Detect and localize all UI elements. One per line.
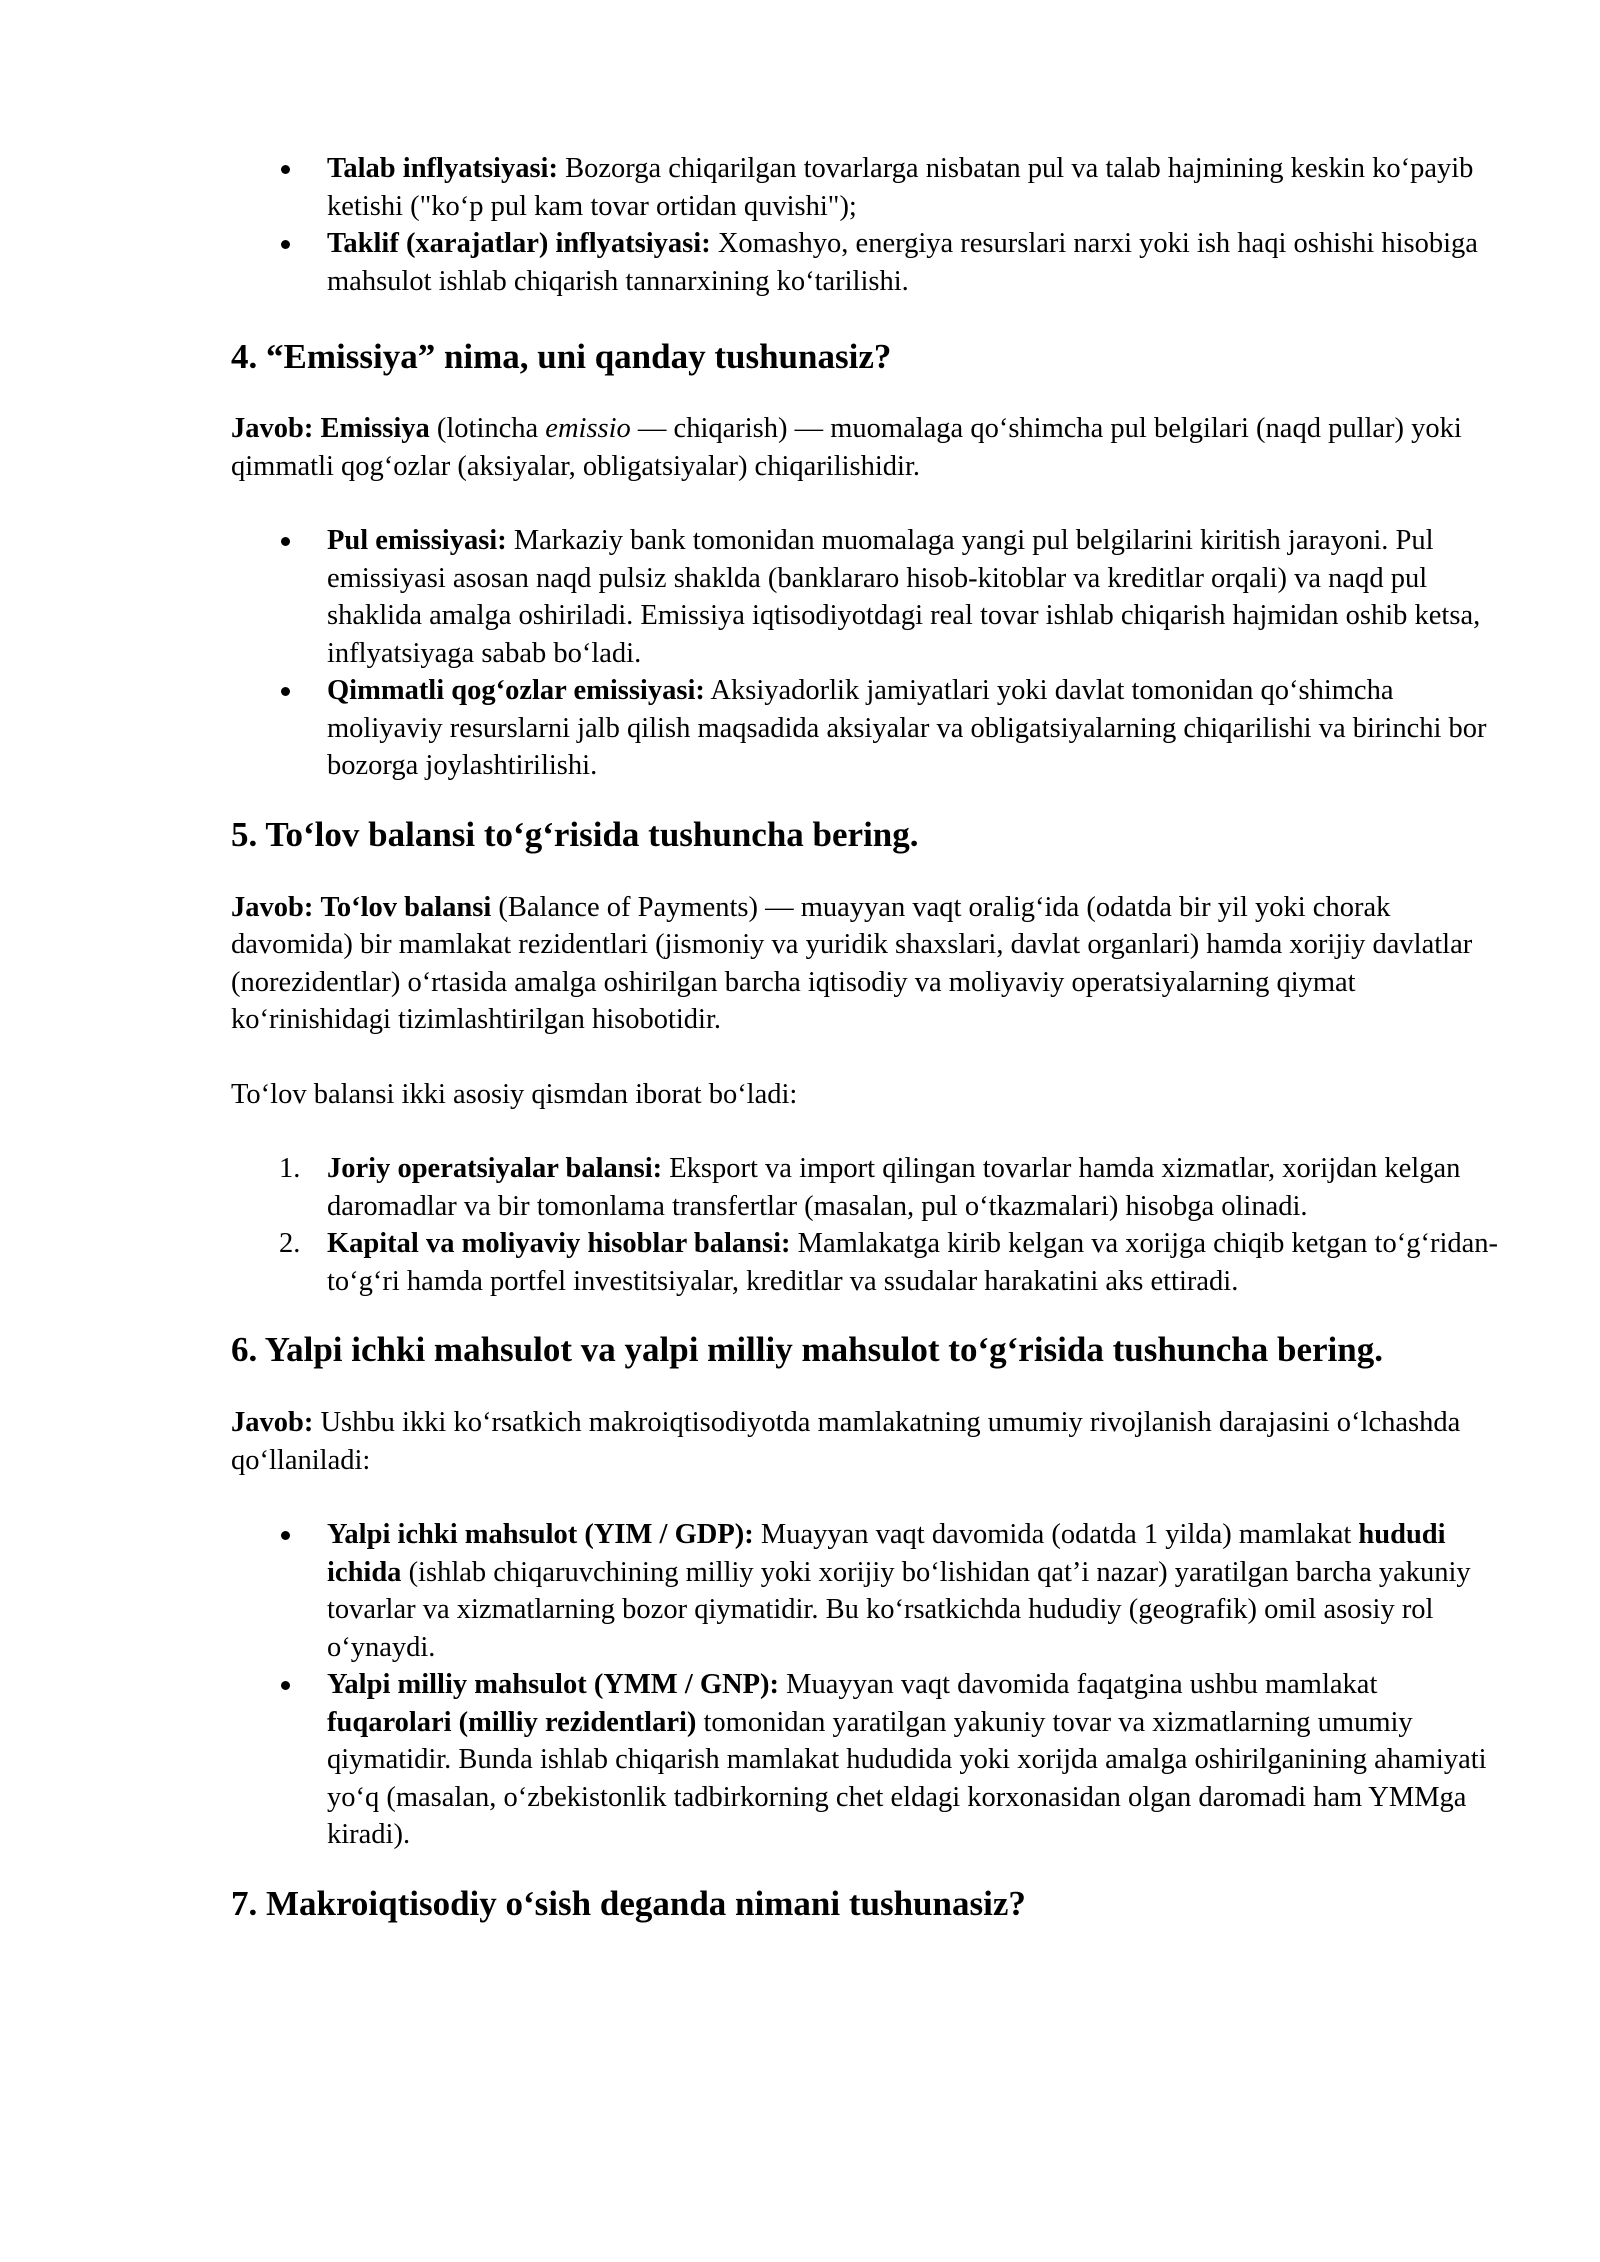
list-item (231, 225, 1501, 300)
balance-intro: To‘lov balansi ikki asosiy qismdan iborat bo‘ladi: (231, 1078, 798, 1110)
list-number: 1. (279, 1153, 301, 1184)
term: Kapital va moliyaviy hisoblar balansi: (327, 1228, 791, 1259)
text: (lotincha (429, 413, 546, 444)
list-item (231, 672, 1501, 785)
definition: Mamlakatga kirib kelgan va xorijga chiqib ketgan to‘g‘ridan-to‘g‘ri hamda portfel investitsiyalar, kreditlar va ssudalar harakatini aks ettiradi. (327, 1228, 1499, 1297)
answer-label: Javob: (231, 1407, 314, 1438)
definition: Bozorga chiqarilgan tovarlarga nisbatan pul va talab hajmining keskin ko‘payib ketishi ("ko‘p pul kam tovar ortidan quvishi"); (327, 153, 1474, 222)
question-heading-7: 7. Makroiqtisodiy o‘sish deganda nimani tushunasiz? (231, 1883, 1026, 1923)
question-heading-6: 6. Yalpi ichki mahsulot va yalpi milliy mahsulot to‘g‘risida tushuncha bering. (231, 1330, 1383, 1369)
question-heading-4: 4. “Emissiya” nima, uni qanday tushunasiz? (231, 337, 892, 376)
list-number: 2. (279, 1228, 301, 1259)
term: Yalpi ichki mahsulot (YIM / GDP): (327, 1519, 754, 1550)
term: Qimmatli qog‘ozlar emissiyasi: (327, 675, 705, 706)
bullet-icon (281, 687, 290, 696)
answer-paragraph-4 (231, 410, 1501, 485)
latin-term: emissio (545, 413, 631, 444)
bullet-icon (281, 1531, 290, 1540)
definition: Aksiyadorlik jamiyatlari yoki davlat tomonidan qo‘shimcha moliyaviy resurslarni jalb qilish maqsadida aksiyalar va obligatsiyalarning chiqarilishi va birinchi bor bozorga joylashtirilishi. (327, 675, 1487, 781)
gdp-gnp-list (231, 1516, 1501, 1854)
bullet-icon (281, 165, 290, 174)
text: (ishlab chiqaruvchining milliy yoki xorijiy bo‘lishidan qat’i nazar) yaratilgan barcha yakuniy tovarlar va xizmatlarning bozor qiymatidir. Bu ko‘rsatkichda hududiy (geografik) omil asosiy rol o‘ynaydi. (327, 1556, 1471, 1663)
text: tomonidan yaratilgan yakuniy tovar va xizmatlarning umumiy qiymatidir. Bunda ishlab chiqarish mamlakat hududida yoki xorijda amalga oshirilganining ahamiyati yo‘q (masalan, o‘zbekistonlik tadbirkorning chet eldagi korxonasidan olgan daromadi ham YMMga kiradi). (327, 1706, 1487, 1850)
definition: Eksport va import qilingan tovarlar hamda xizmatlar, xorijdan kelgan daromadlar va bir tomonlama transfertlar (masalan, pul o‘tkazmalari) hisobga olinadi. (327, 1153, 1461, 1222)
term: To‘lov balansi (320, 891, 492, 923)
balance-parts-list (231, 1150, 1501, 1300)
term: Pul emissiyasi: (327, 525, 507, 556)
answer-paragraph-6 (231, 1404, 1501, 1479)
list-item (231, 1225, 1501, 1300)
text: Muayyan vaqt davomida faqatgina ushbu mamlakat (779, 1669, 1378, 1700)
bullet-icon (281, 240, 290, 249)
text: Ushbu ikki ko‘rsatkich makroiqtisodiyotda mamlakatning umumiy rivojlanish darajasini o‘lchashda qo‘llaniladi: (231, 1407, 1461, 1476)
term: Talab inflyatsiyasi: (327, 153, 558, 184)
list-item (231, 1516, 1501, 1666)
list-item (231, 522, 1501, 672)
term: Taklif (xarajatlar) inflyatsiyasi: (327, 228, 711, 259)
answer-label: Javob: (231, 413, 314, 444)
bullet-icon (281, 537, 290, 546)
document-content (231, 150, 1501, 1924)
term: Emissiya (320, 413, 430, 444)
answer-label: Javob: (231, 891, 314, 923)
question-heading-5: 5. To‘lov balansi to‘g‘risida tushuncha bering. (231, 814, 919, 854)
answer-paragraph-5 (231, 889, 1501, 1039)
emphasis: fuqarolari (milliy rezidentlari) (327, 1706, 697, 1738)
term: Joriy operatsiyalar balansi: (327, 1153, 663, 1184)
emission-types-list (231, 522, 1501, 785)
list-item (231, 1666, 1501, 1854)
text: — chiqarish) — muomalaga qo‘shimcha pul belgilari (naqd pullar) yoki qimmatli qog‘ozlar (aksiyalar, obligatsiyalar) chiqarilishidir. (231, 413, 1462, 482)
inflation-types-list (231, 150, 1501, 300)
bullet-icon (281, 1681, 290, 1690)
term: Yalpi milliy mahsulot (YMM / GNP): (327, 1669, 780, 1700)
definition: Markaziy bank tomonidan muomalaga yangi pul belgilarini kiritish jarayoni. Pul emissiyasi asosan naqd pulsiz shaklda (banklararo hisob-kitoblar va kreditlar orqali) va naqd pul shaklida amalga oshiriladi. Emissiya iqtisodiyotdagi real tovar ishlab chiqarish hajmidan oshib ketsa, inflyatsiyaga sabab bo‘ladi. (327, 525, 1481, 669)
list-item (231, 150, 1501, 225)
list-item (231, 1150, 1501, 1225)
text: (Balance of Payments) — muayyan vaqt oralig‘ida (odatda bir yil yoki chorak davomida) bir mamlakat rezidentlari (jismoniy va yuridik shaxslari, davlat organlari) hamda xorijiy davlatlar (norezidentlar) o‘rtasida amalga oshirilgan barcha iqtisodiy va moliyaviy operatsiyalarning qiymat ko‘rinishidagi tizimlashtirilgan hisobotidir. (231, 891, 1473, 1035)
definition: Xomashyo, energiya resurslari narxi yoki ish haqi oshishi hisobiga mahsulot ishlab chiqarish tannarxining ko‘tarilishi. (327, 228, 1478, 297)
emphasis: hududi ichida (327, 1519, 1446, 1588)
text: Muayyan vaqt davomida (odatda 1 yilda) mamlakat (753, 1519, 1359, 1550)
